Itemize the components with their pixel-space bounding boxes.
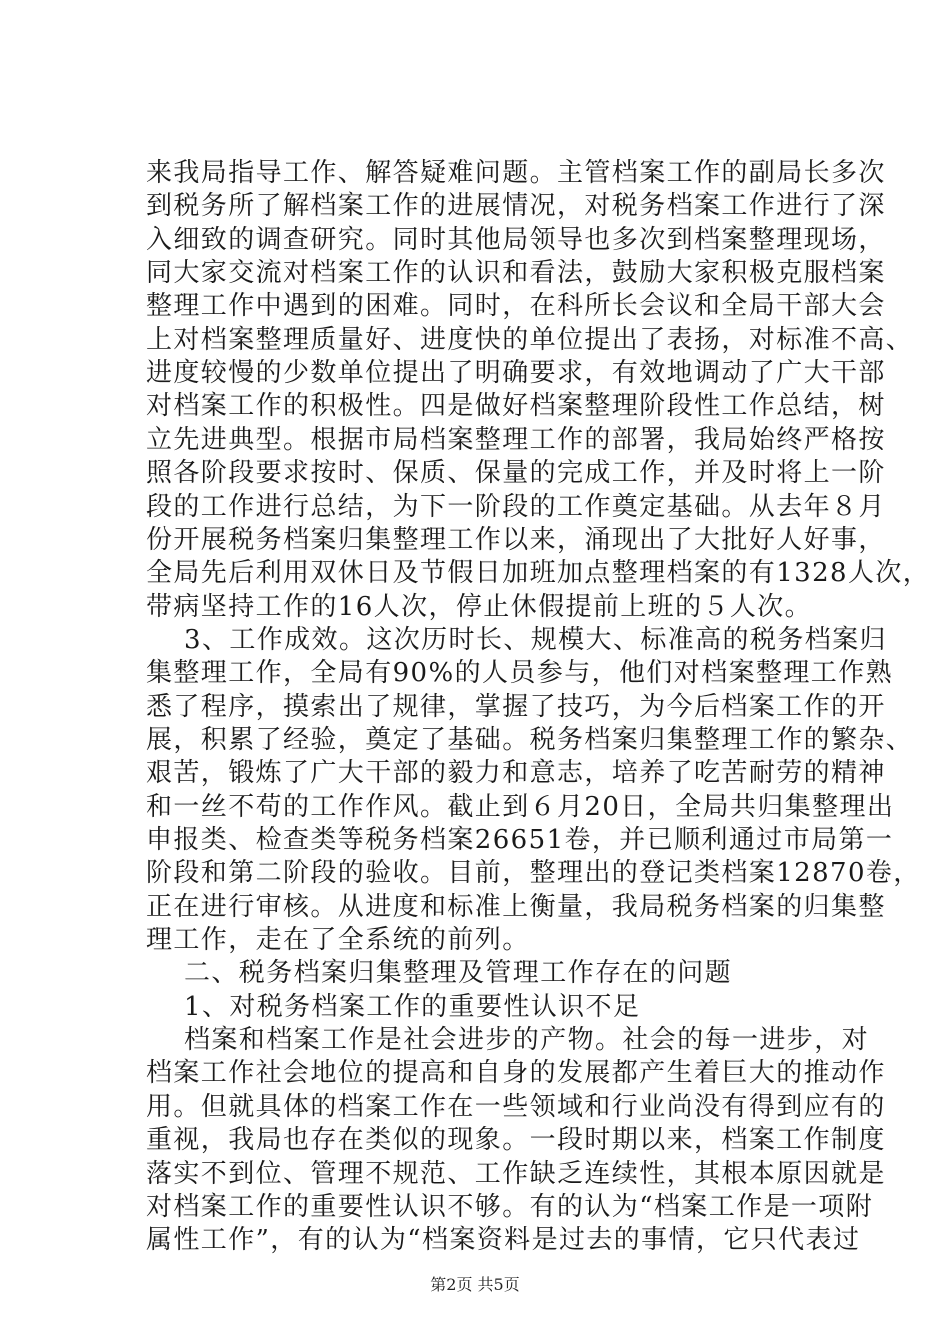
text-line: 展，积累了经验，奠定了基础。税务档案归集整理工作的繁杂、 bbox=[146, 724, 914, 755]
text-line: 集整理工作，全局有90%的人员参与，他们对档案整理工作熟 bbox=[146, 658, 893, 689]
text-line: 段的工作进行总结，为下一阶段的工作奠定基础。从去年８月 bbox=[146, 491, 886, 522]
text-line: 对档案工作的积极性。四是做好档案整理阶段性工作总结，树 bbox=[146, 391, 886, 422]
text-line: 立先进典型。根据市局档案整理工作的部署，我局始终严格按 bbox=[146, 424, 886, 455]
text-line: 1、对税务档案工作的重要性认识不足 bbox=[184, 991, 641, 1022]
text-line: 带病坚持工作的16人次，停止休假提前上班的５人次。 bbox=[146, 591, 813, 622]
text-line: 入细致的调查研究。同时其他局领导也多次到档案整理现场， bbox=[146, 224, 886, 255]
text-line: 悉了程序，摸索出了规律，掌握了技巧，为今后档案工作的开 bbox=[146, 691, 886, 722]
page-footer: 第2页 共5页 bbox=[430, 1275, 520, 1294]
text-line: 重视，我局也存在类似的现象。一段时期以来，档案工作制度 bbox=[146, 1125, 886, 1156]
text-line: 档案和档案工作是社会进步的产物。社会的每一进步，对 bbox=[184, 1025, 870, 1056]
text-line: 属性工作”，有的认为“档案资料是过去的事情，它只代表过 bbox=[146, 1225, 861, 1256]
text-line: 进度较慢的少数单位提出了明确要求，有效地调动了广大干部 bbox=[146, 358, 886, 389]
text-line: 二、税务档案归集整理及管理工作存在的问题 bbox=[184, 958, 733, 989]
text-line: 艰苦，锻炼了广大干部的毅力和意志，培养了吃苦耐劳的精神 bbox=[146, 758, 886, 789]
text-line: 来我局指导工作、解答疑难问题。主管档案工作的副局长多次 bbox=[146, 158, 886, 188]
text-line: 申报类、检查类等税务档案26651卷，并已顺利通过市局第一 bbox=[146, 825, 894, 855]
text-line: 上对档案整理质量好、进度快的单位提出了表扬，对标准不高、 bbox=[146, 324, 914, 355]
text-line: 落实不到位、管理不规范、工作缺乏连续性，其根本原因就是 bbox=[146, 1158, 886, 1189]
text-line: 份开展税务档案归集整理工作以来，涌现出了大批好人好事， bbox=[146, 524, 886, 555]
text-line: 全局先后利用双休日及节假日加班加点整理档案的有1328人次， bbox=[146, 558, 931, 589]
text-line: 照各阶段要求按时、保质、保量的完成工作，并及时将上一阶 bbox=[146, 458, 886, 489]
text-line: 用。但就具体的档案工作在一些领域和行业尚没有得到应有的 bbox=[146, 1091, 886, 1122]
text-line: 理工作，走在了全系统的前列。 bbox=[146, 925, 530, 956]
text-line: 正在进行审核。从进度和标准上衡量，我局税务档案的归集整 bbox=[146, 891, 886, 922]
text-line: 到税务所了解档案工作的进展情况，对税务档案工作进行了深 bbox=[146, 191, 886, 222]
text-line: 和一丝不苟的工作作风。截止到６月20日，全局共归集整理出 bbox=[146, 791, 895, 822]
text-line: 阶段和第二阶段的验收。目前，整理出的登记类档案12870卷， bbox=[146, 858, 921, 889]
text-line: 3、工作成效。这次历时长、规模大、标准高的税务档案归 bbox=[184, 624, 887, 655]
text-line: 档案工作社会地位的提高和自身的发展都产生着巨大的推动作 bbox=[146, 1058, 886, 1089]
text-line: 整理工作中遇到的困难。同时，在科所长会议和全局干部大会 bbox=[146, 291, 886, 322]
text-line: 同大家交流对档案工作的认识和看法，鼓励大家积极克服档案 bbox=[146, 258, 886, 289]
text-line: 对档案工作的重要性认识不够。有的认为“档案工作是一项附 bbox=[146, 1191, 874, 1222]
